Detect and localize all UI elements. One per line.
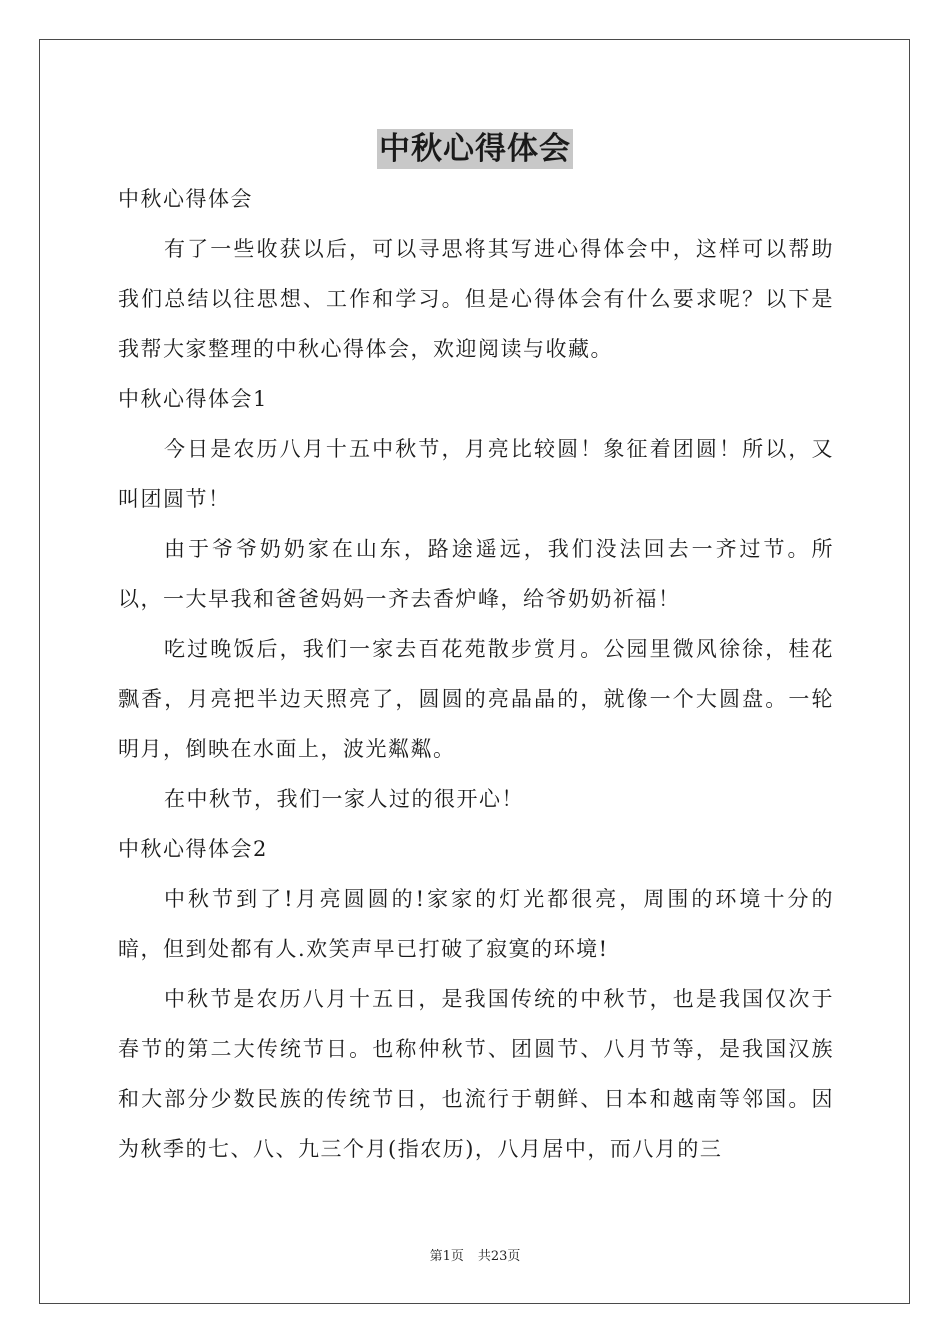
section-heading: 中秋心得体会1 xyxy=(118,387,268,411)
body-paragraph: 中秋节是农历八月十五日，是我国传统的中秋节，也是我国仅次于春节的第二大传统节日。也称仲秋节、团圆节、八月节等，是我国汉族和大部分少数民族的传统节日，也流行于朝鲜、日本和越南等邻国。因为秋季的七、八、九三个月(指农历)，八月居中，而八月的三 xyxy=(118,987,834,1161)
body-paragraph: 有了一些收获以后，可以寻思将其写进心得体会中，这样可以帮助我们总结以往思想、工作和学习。但是心得体会有什么要求呢？以下是我帮大家整理的中秋心得体会，欢迎阅读与收藏。 xyxy=(118,237,834,361)
page-number: 第1页 xyxy=(429,1249,464,1264)
body-paragraph: 由于爷爷奶奶家在山东，路途遥远，我们没法回去一齐过节。所以，一大早我和爸爸妈妈一齐去香炉峰，给爷奶奶祈福！ xyxy=(118,537,834,611)
body-paragraph: 今日是农历八月十五中秋节，月亮比较圆！象征着团圆！所以，又叫团圆节！ xyxy=(118,437,834,511)
section-heading: 中秋心得体会 xyxy=(118,187,253,211)
body-paragraph: 在中秋节，我们一家人过的很开心！ xyxy=(164,787,524,811)
page-total: 共23页 xyxy=(477,1249,521,1264)
section-heading: 中秋心得体会2 xyxy=(118,837,268,861)
document-body xyxy=(118,174,834,1174)
document-title xyxy=(0,128,950,169)
page-footer xyxy=(0,1245,950,1264)
document-title-text: 中秋心得体会 xyxy=(379,131,571,167)
body-paragraph: 中秋节到了!月亮圆圆的!家家的灯光都很亮，周围的环境十分的暗，但到处都有人.欢笑声早已打破了寂寞的环境! xyxy=(118,887,834,961)
body-paragraph: 吃过晚饭后，我们一家去百花苑散步赏月。公园里微风徐徐，桂花飘香，月亮把半边天照亮了，圆圆的亮晶晶的，就像一个大圆盘。一轮明月，倒映在水面上，波光粼粼。 xyxy=(118,637,834,761)
